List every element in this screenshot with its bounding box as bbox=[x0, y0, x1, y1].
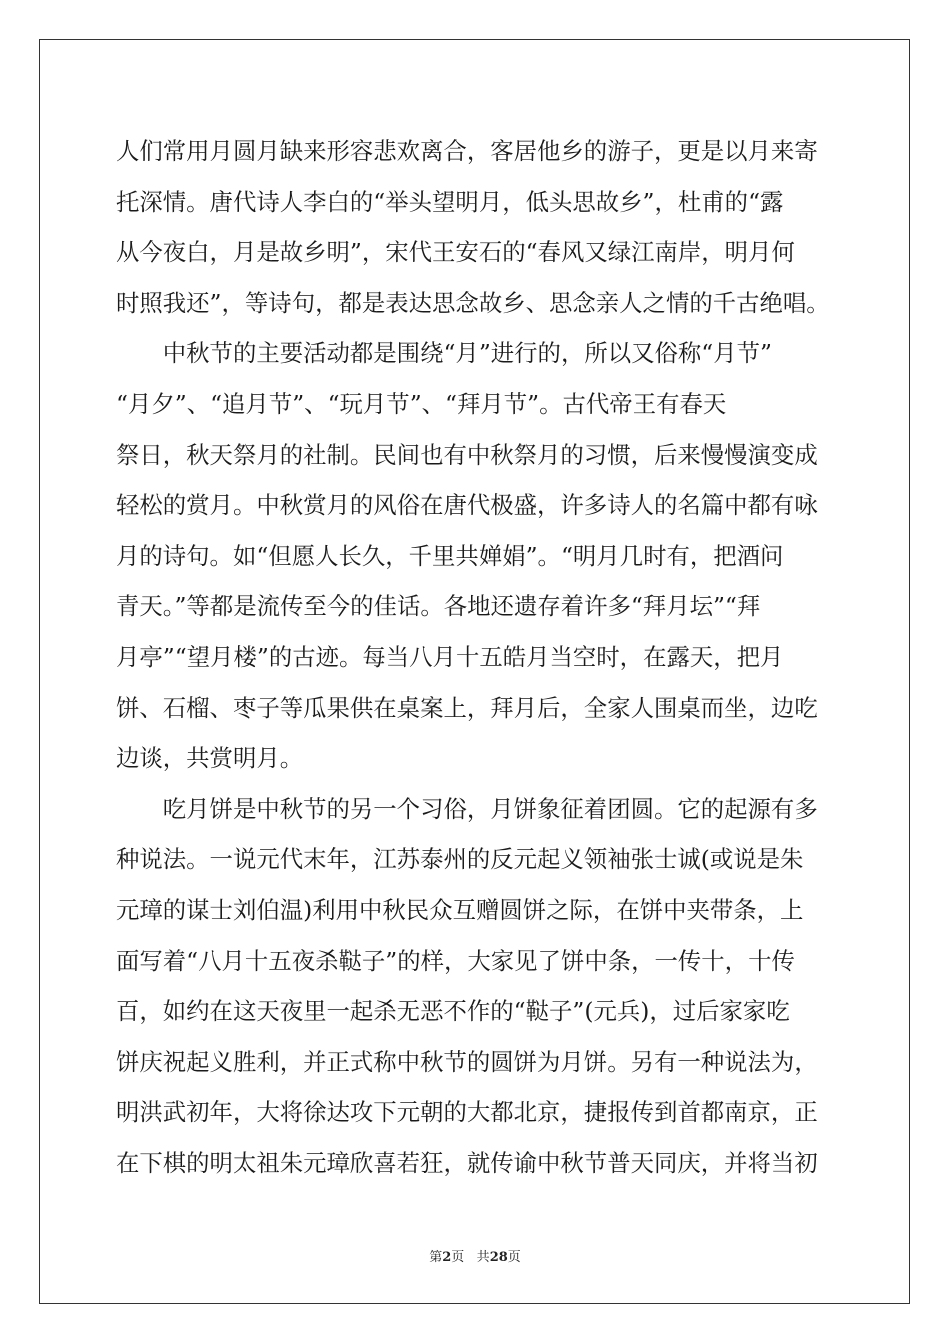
footer-prefix: 第 bbox=[429, 1250, 443, 1265]
text-line: 明洪武初年，大将徐达攻下元朝的大都北京，捷报传到首都南京，正 bbox=[116, 1098, 818, 1127]
text-line: 饼庆祝起义胜利，并正式称中秋节的圆饼为月饼。另有一种说法为， bbox=[116, 1047, 818, 1076]
footer-total-unit: 页 bbox=[507, 1250, 521, 1265]
text-line: 人们常用月圆月缺来形容悲欢离合，客居他乡的游子，更是以月来寄 bbox=[116, 137, 818, 165]
current-page-number: 2 bbox=[442, 1250, 452, 1265]
text-line: 饼、石榴、枣子等瓜果供在桌案上，拜月后，全家人围桌而坐，边吃 bbox=[116, 693, 818, 722]
text-line: 时照我还”，等诗句，都是表达思念故乡、思念亲人之情的千古绝唱。 bbox=[116, 288, 830, 317]
page-footer bbox=[0, 1246, 950, 1265]
text-line: 面写着“八月十五夜杀鞑子”的样，大家见了饼中条，一传十，十传 bbox=[116, 946, 795, 975]
document-body bbox=[116, 126, 836, 1188]
text-line: 元璋的谋士刘伯温)利用中秋民众互赠圆饼之际，在饼中夹带条，上 bbox=[116, 895, 804, 924]
text-line: 青天。”等都是流传至今的佳话。各地还遗存着许多“拜月坛”“拜 bbox=[116, 592, 761, 621]
text-line: 百，如约在这天夜里一起杀无恶不作的“鞑子”(元兵)，过后家家吃 bbox=[116, 997, 790, 1026]
text-line: 在下棋的明太祖朱元璋欣喜若狂，就传谕中秋节普天同庆，并将当初 bbox=[116, 1148, 818, 1177]
text-line: “月夕”、“追月节”、“玩月节”、“拜月节”。古代帝王有春天 bbox=[116, 389, 727, 418]
text-line: 祭日，秋天祭月的社制。民间也有中秋祭月的习惯，后来慢慢演变成 bbox=[116, 440, 818, 469]
text-line: 月亭”“望月楼”的古迹。每当八月十五皓月当空时，在露天，把月 bbox=[116, 642, 784, 671]
text-line: 中秋节的主要活动都是围绕“月”进行的，所以又俗称“月节” bbox=[116, 339, 772, 368]
paragraph-1 bbox=[116, 126, 836, 328]
footer-separator: 共 bbox=[464, 1250, 490, 1265]
text-line: 轻松的赏月。中秋赏月的风俗在唐代极盛，许多诗人的名篇中都有咏 bbox=[116, 491, 818, 520]
text-line: 月的诗句。如“但愿人长久，千里共婵娟”。“明月几时有，把酒问 bbox=[116, 541, 784, 570]
footer-page-unit: 页 bbox=[451, 1250, 465, 1265]
text-line: 种说法。一说元代末年，江苏泰州的反元起义领袖张士诚(或说是朱 bbox=[116, 845, 804, 874]
paragraph-3 bbox=[116, 784, 836, 1189]
text-line: 从今夜白，月是故乡明”，宋代王安石的“春风又绿江南岸，明月何 bbox=[116, 238, 795, 267]
total-page-count: 28 bbox=[489, 1250, 508, 1265]
text-line: 托深情。唐代诗人李白的“举头望明月，低头思故乡”，杜甫的“露 bbox=[116, 187, 784, 216]
paragraph-2 bbox=[116, 328, 836, 783]
text-line: 边谈，共赏明月。 bbox=[116, 744, 304, 773]
text-line: 吃月饼是中秋节的另一个习俗，月饼象征着团圆。它的起源有多 bbox=[116, 794, 818, 823]
